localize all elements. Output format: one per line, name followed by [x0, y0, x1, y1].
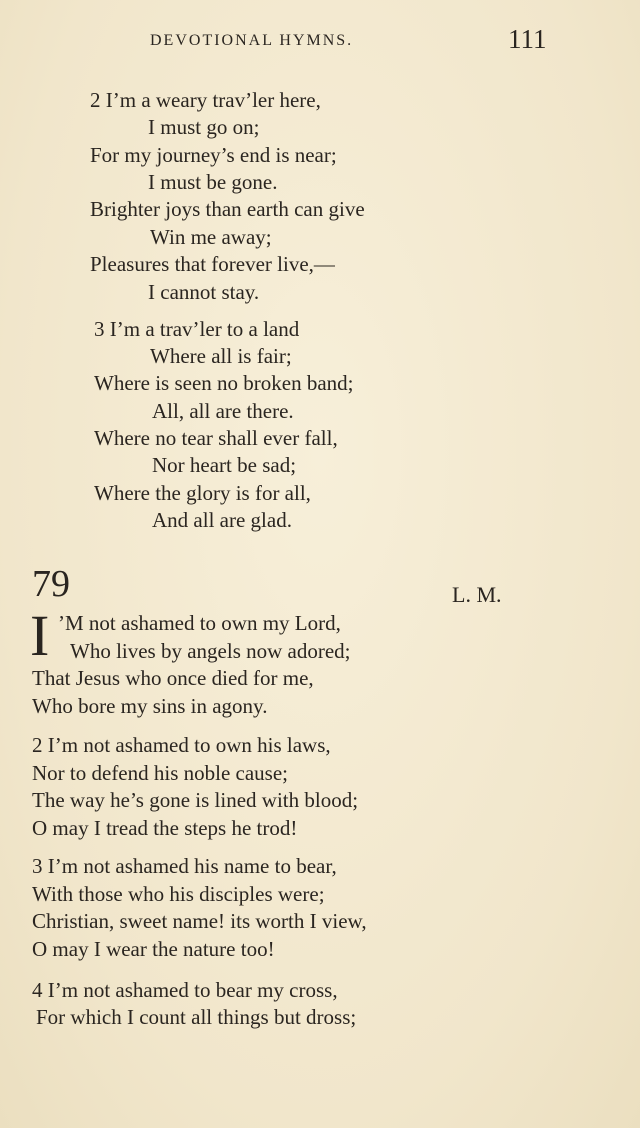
- verse-line: I must be gone.: [148, 170, 278, 194]
- verse-line: Nor to defend his noble cause;: [32, 761, 289, 785]
- verse-line: And all are glad.: [152, 508, 292, 532]
- verse-line: Who bore my sins in agony.: [32, 694, 268, 718]
- verse-line: 4 I’m not ashamed to bear my cross,: [32, 978, 338, 1002]
- verse-line: Where all is fair;: [150, 344, 292, 368]
- hymn-meter: L. M.: [452, 582, 502, 607]
- verse-line: For which I count all things but dross;: [36, 1005, 357, 1029]
- drop-cap: I: [30, 603, 50, 668]
- verse-line: That Jesus who once died for me,: [32, 666, 314, 690]
- verse-line: Pleasures that forever live,—: [90, 252, 335, 276]
- verse-line: With those who his disciples were;: [32, 882, 325, 906]
- verse-line: Brighter joys than earth can give: [90, 197, 365, 221]
- verse-line: Nor heart be sad;: [152, 453, 297, 477]
- verse-line: Where no tear shall ever fall,: [94, 426, 338, 450]
- page-number: 111: [508, 24, 547, 54]
- verse-line: I cannot stay.: [148, 280, 260, 304]
- verse-line: 3 I’m not ashamed his name to bear,: [32, 854, 337, 878]
- verse-line: Where is seen no broken band;: [94, 371, 354, 395]
- verse-line: O may I wear the nature too!: [32, 937, 275, 961]
- verse-line: The way he’s gone is lined with blood;: [32, 788, 359, 812]
- verse-line: Where the glory is for all,: [94, 481, 311, 505]
- verse-line: All, all are there.: [152, 399, 294, 423]
- verse-line: For my journey’s end is near;: [90, 143, 337, 167]
- verse-line: Win me away;: [150, 225, 272, 249]
- verse-line: I must go on;: [148, 115, 260, 139]
- running-head: DEVOTIONAL HYMNS.: [150, 32, 354, 49]
- verse-line: Who lives by angels now adored;: [70, 639, 351, 663]
- hymn-number: 79: [32, 563, 70, 605]
- verse-line: 3 I’m a trav’ler to a land: [94, 317, 300, 341]
- verse-line: ’M not ashamed to own my Lord,: [58, 611, 341, 635]
- verse-line: O may I tread the steps he trod!: [32, 816, 298, 840]
- verse-line: 2 I’m not ashamed to own his laws,: [32, 733, 331, 757]
- verse-line: 2 I’m a weary trav’ler here,: [90, 88, 321, 112]
- verse-line: Christian, sweet name! its worth I view,: [32, 909, 367, 933]
